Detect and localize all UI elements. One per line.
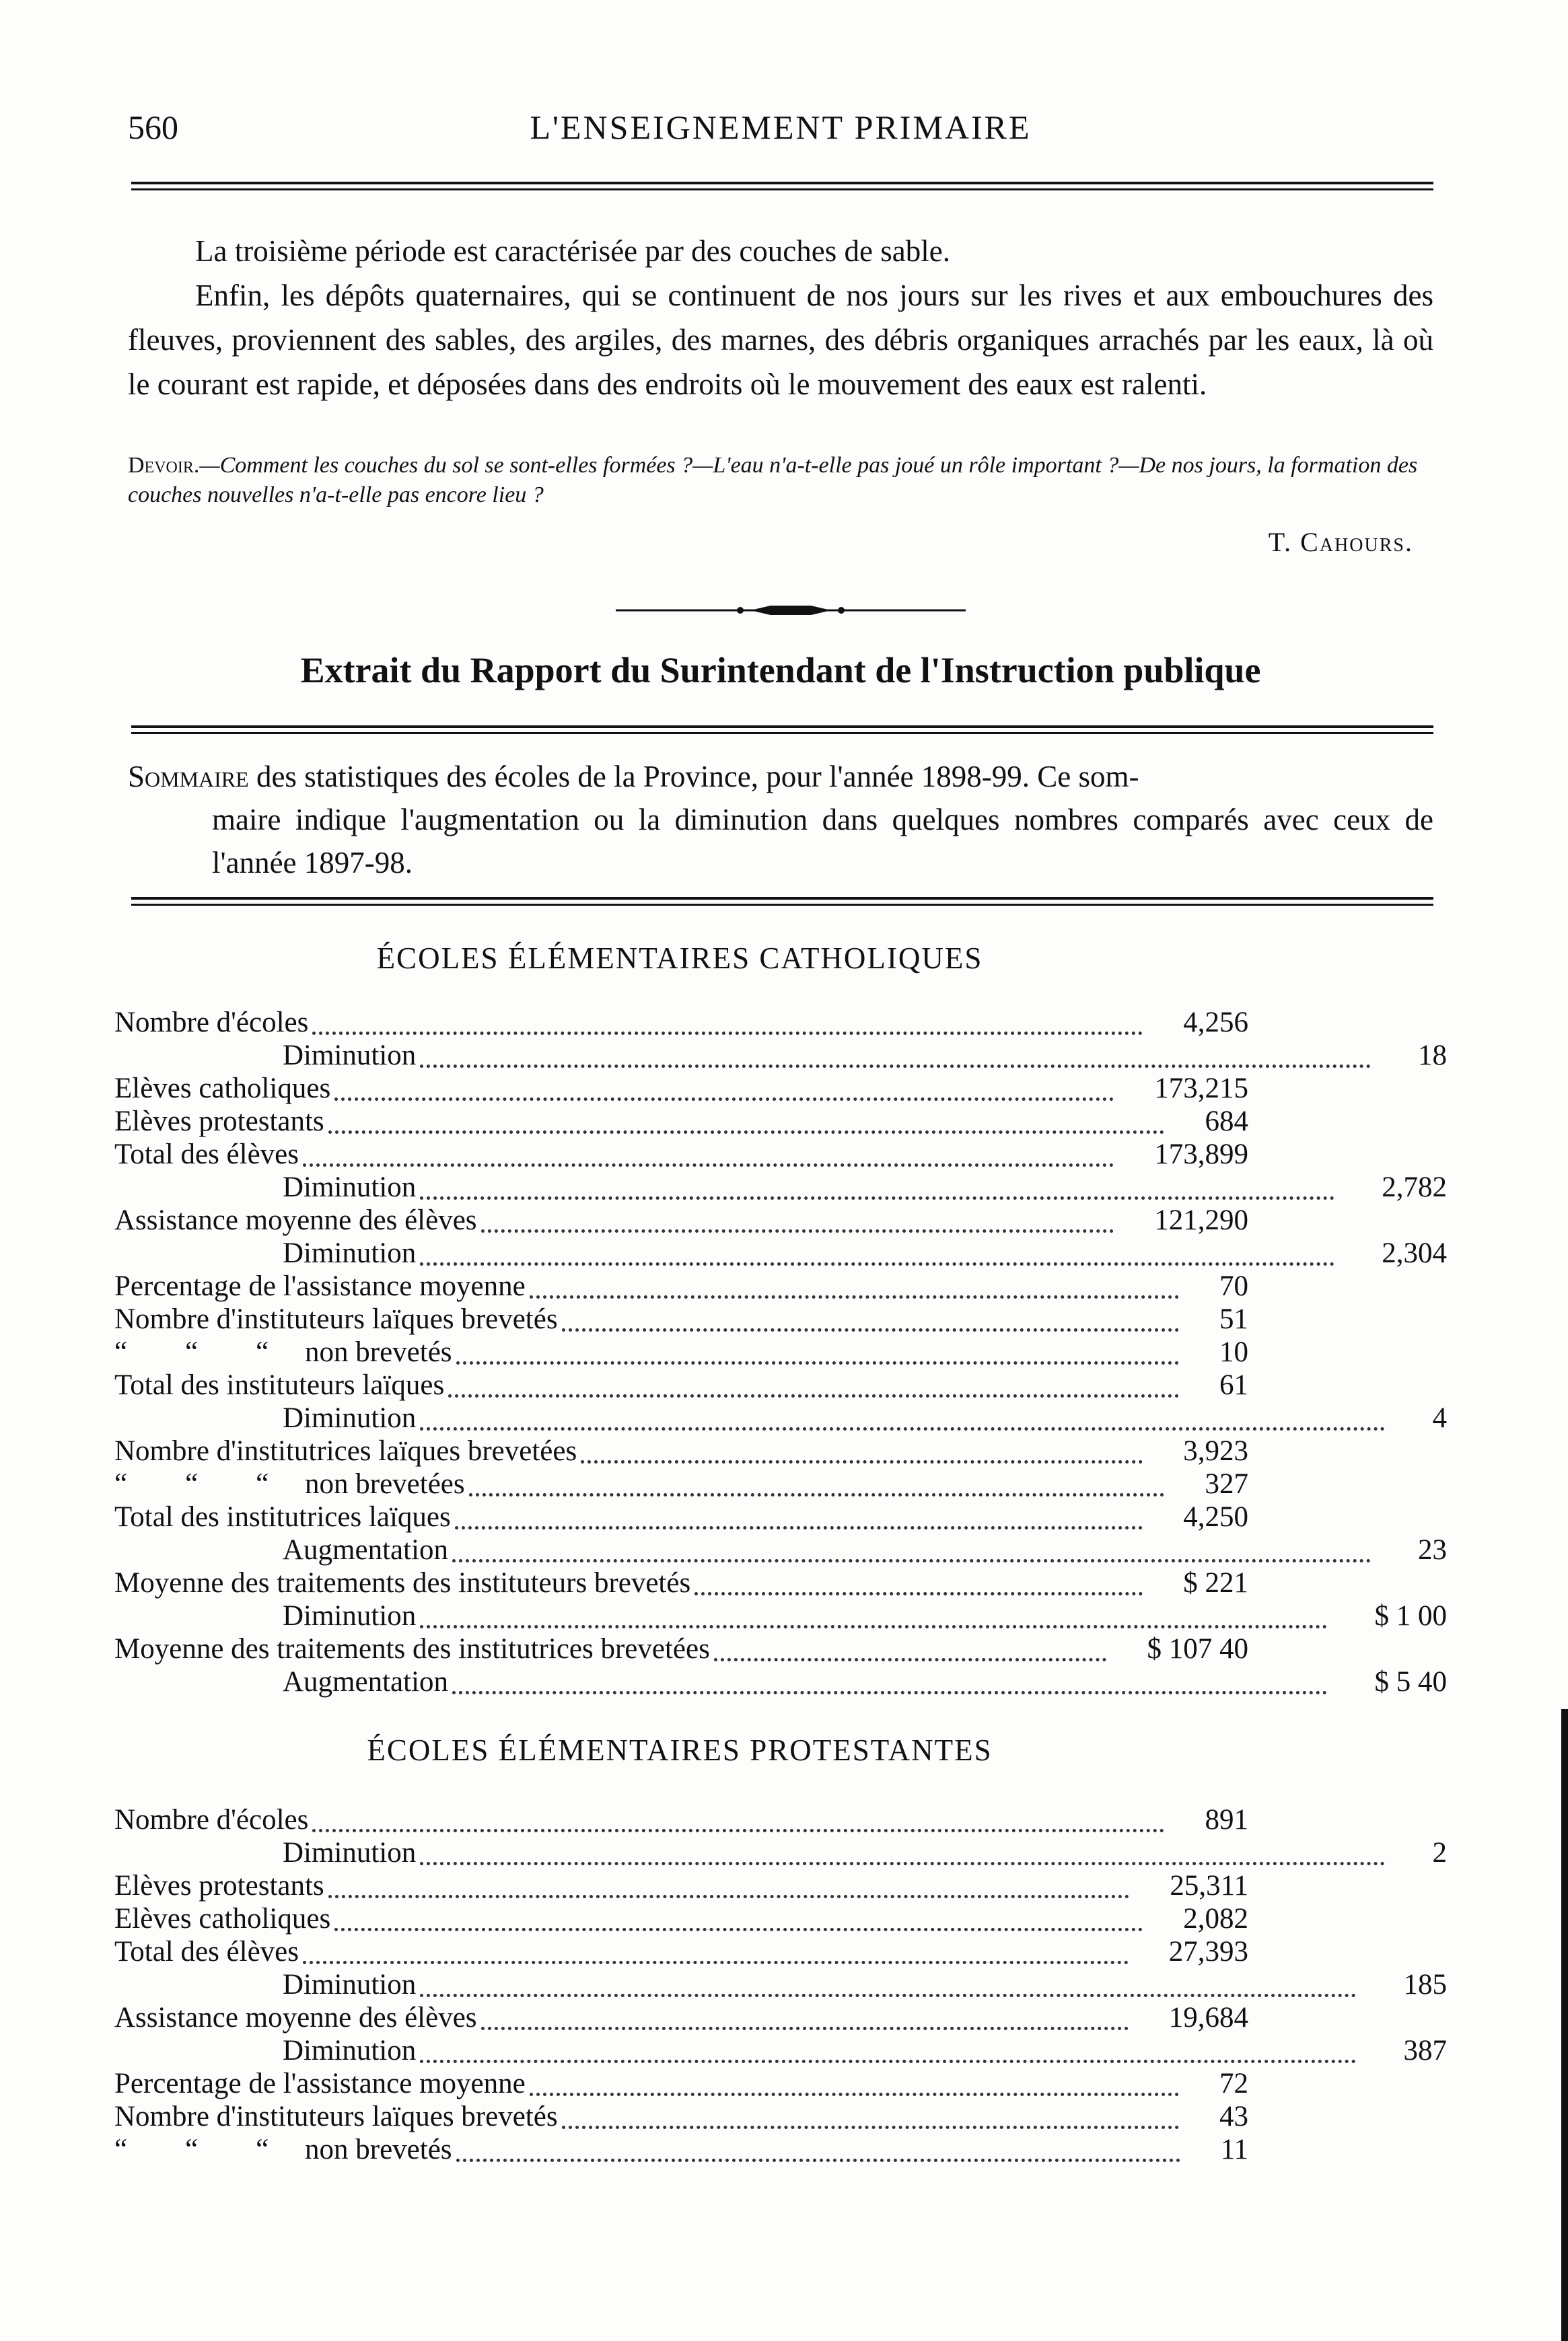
row-value: 10	[1219, 1336, 1248, 1368]
row-label: Diminution	[283, 1600, 417, 1632]
row-value: 27,393	[1168, 1936, 1248, 1968]
row-label: Elèves catholiques	[114, 1073, 331, 1104]
row-label: Diminution	[283, 1402, 417, 1434]
row-label: Diminution	[283, 1969, 417, 2001]
table-row	[114, 1534, 1447, 1566]
page-header	[128, 108, 1433, 155]
leader-dots	[452, 1686, 1327, 1694]
table-row	[114, 1468, 1447, 1501]
leader-dots	[714, 1653, 1106, 1661]
leader-dots	[420, 2054, 1356, 2063]
table-row	[114, 1006, 1447, 1039]
ornament-divider	[616, 604, 966, 617]
leader-dots	[303, 1158, 1114, 1167]
leader-dots	[334, 1922, 1143, 1931]
row-value: 327	[1205, 1468, 1248, 1500]
table-row	[114, 1336, 1447, 1369]
row-value: 4,250	[1183, 1501, 1248, 1533]
summary-rest: maire indique l'augmentation ou la diminution dans quelques nombres comparés avec ceux de l'année 1897-98.	[212, 803, 1433, 879]
leader-dots	[530, 1290, 1179, 1299]
table-row	[114, 1237, 1447, 1270]
row-value: 19,684	[1168, 2002, 1248, 2033]
table-row	[114, 1566, 1447, 1599]
table-row	[114, 1072, 1447, 1105]
row-value: 121,290	[1154, 1204, 1248, 1236]
row-value: 43	[1219, 2101, 1248, 2132]
leader-dots	[312, 1824, 1164, 1832]
leader-dots	[303, 1955, 1129, 1964]
row-change: 23	[1418, 1534, 1447, 1566]
table-row	[114, 1599, 1447, 1632]
row-change: $ 5 40	[1374, 1666, 1447, 1698]
table-row	[114, 1303, 1447, 1336]
row-label: Elèves catholiques	[114, 1903, 331, 1935]
section-heading-protestant: ÉCOLES ÉLÉMENTAIRES PROTESTANTES	[367, 1733, 993, 1767]
row-value: 4,256	[1183, 1007, 1248, 1038]
leader-dots	[312, 1026, 1143, 1035]
table-row	[114, 1171, 1447, 1204]
stats-table-protestant	[114, 1803, 1447, 2166]
leader-dots	[334, 1092, 1114, 1101]
leader-dots	[530, 2087, 1179, 2096]
running-title: L'ENSEIGNEMENT PRIMAIRE	[530, 108, 1032, 146]
leader-dots	[420, 1857, 1385, 1865]
leader-dots	[420, 1059, 1371, 1068]
row-label: Total des élèves	[114, 1936, 299, 1968]
row-label: Total des élèves	[114, 1139, 299, 1170]
section-heading-catholic: ÉCOLES ÉLÉMENTAIRES CATHOLIQUES	[376, 941, 983, 975]
header-rule	[131, 182, 1433, 190]
leader-dots	[456, 2153, 1180, 2162]
row-label: Nombre d'instituteurs laïques brevetés	[114, 2101, 558, 2132]
table-row	[114, 1501, 1447, 1534]
leader-dots	[328, 1889, 1129, 1898]
table-row	[114, 2001, 1447, 2034]
table-row	[114, 1803, 1447, 1836]
leader-dots	[420, 1257, 1334, 1266]
leader-dots	[456, 1356, 1179, 1365]
leader-dots	[420, 1988, 1356, 1997]
summary-label: Sommaire	[128, 760, 249, 793]
row-value: 3,923	[1183, 1435, 1248, 1467]
row-label: Diminution	[283, 2035, 417, 2066]
row-label: Diminution	[283, 1172, 417, 1203]
leader-dots	[420, 1191, 1334, 1200]
table-row	[114, 1039, 1447, 1072]
table-row	[114, 1435, 1447, 1468]
row-value: 61	[1219, 1369, 1248, 1401]
row-label: Total des institutrices laïques	[114, 1501, 451, 1533]
row-value: 684	[1205, 1106, 1248, 1137]
row-value: 2,082	[1183, 1903, 1248, 1935]
leader-dots	[562, 1323, 1179, 1332]
title-rule	[131, 725, 1433, 734]
row-change: 18	[1418, 1040, 1447, 1071]
intro-text	[128, 229, 1433, 406]
leader-dots	[481, 2021, 1129, 2030]
table-row	[114, 1632, 1447, 1665]
row-value: 173,215	[1154, 1073, 1248, 1104]
row-value: 70	[1219, 1270, 1248, 1302]
table-row	[114, 1902, 1447, 1935]
row-change: 387	[1403, 2035, 1447, 2066]
row-change: 2,304	[1382, 1237, 1447, 1269]
row-label: “ “ “ non brevetées	[114, 1468, 465, 1500]
row-label: Elèves protestants	[114, 1106, 324, 1137]
table-row	[114, 2067, 1447, 2100]
scan-edge	[1561, 1709, 1568, 2341]
row-label: Nombre d'institutrices laïques brevetées	[114, 1435, 577, 1467]
table-row	[114, 1836, 1447, 1869]
leader-dots	[694, 1587, 1143, 1595]
table-row	[114, 1369, 1447, 1402]
leader-dots	[562, 2120, 1179, 2129]
stats-table-catholic	[114, 1006, 1447, 1698]
row-label: Assistance moyenne des élèves	[114, 1204, 477, 1236]
table-row	[114, 2133, 1447, 2166]
row-label: Percentage de l'assistance moyenne	[114, 1270, 526, 1302]
row-label: Nombre d'instituteurs laïques brevetés	[114, 1303, 558, 1335]
row-label: Total des instituteurs laïques	[114, 1369, 445, 1401]
table-row	[114, 1665, 1447, 1698]
row-label: Augmentation	[283, 1666, 449, 1698]
row-label: Augmentation	[283, 1534, 449, 1566]
author-signature: T. Cahours.	[1268, 527, 1413, 557]
row-label: Assistance moyenne des élèves	[114, 2002, 477, 2033]
row-label: Nombre d'écoles	[114, 1804, 309, 1836]
intro-paragraph-2: Enfin, les dépôts quaternaires, qui se continuent de nos jours sur les rives et aux embouchures des fleuves, proviennent des sables, des argiles, des marnes, des débris organiques arrachés par les eaux, là où le courant est rapide, et déposées dans des endroits où le mouvement des eaux est ralenti.	[128, 279, 1433, 401]
leader-dots	[481, 1224, 1114, 1233]
table-row	[114, 2034, 1447, 2067]
row-label: Moyenne des traitements des institutrices brevetées	[114, 1633, 710, 1665]
leader-dots	[455, 1521, 1143, 1529]
summary-rule	[131, 897, 1433, 906]
table-row	[114, 1968, 1447, 2001]
row-label: Percentage de l'assistance moyenne	[114, 2068, 526, 2099]
leader-dots	[420, 1422, 1385, 1431]
row-label: Moyenne des traitements des instituteurs brevetés	[114, 1567, 691, 1599]
devoir-block	[128, 451, 1433, 510]
table-row	[114, 2100, 1447, 2133]
table-row	[114, 1402, 1447, 1435]
row-value: $ 107 40	[1147, 1633, 1248, 1665]
leader-dots	[420, 1620, 1327, 1628]
row-change: 4	[1432, 1402, 1447, 1434]
table-row	[114, 1105, 1447, 1138]
row-value: 72	[1219, 2068, 1248, 2099]
table-row	[114, 1935, 1447, 1968]
leader-dots	[452, 1554, 1371, 1562]
row-label: Diminution	[283, 1237, 417, 1269]
row-value: 25,311	[1170, 1870, 1248, 1902]
table-row	[114, 1204, 1447, 1237]
row-change: $ 1 00	[1374, 1600, 1447, 1632]
table-row	[114, 1869, 1447, 1902]
article-title: Extrait du Rapport du Surintendant de l'Instruction publique	[300, 650, 1261, 690]
row-label: Diminution	[283, 1040, 417, 1071]
leader-dots	[448, 1389, 1179, 1398]
table-row	[114, 1138, 1447, 1171]
summary-block	[128, 755, 1433, 884]
table-row	[114, 1270, 1447, 1303]
row-value: 11	[1220, 2134, 1248, 2165]
row-label: Nombre d'écoles	[114, 1007, 309, 1038]
row-value: 51	[1219, 1303, 1248, 1335]
row-label: Diminution	[283, 1837, 417, 1869]
summary-line-1: des statistiques des écoles de la Province, pour l'année 1898-99. Ce som-	[248, 760, 1139, 793]
row-value: $ 221	[1183, 1567, 1248, 1599]
row-value: 173,899	[1154, 1139, 1248, 1170]
leader-dots	[469, 1488, 1164, 1497]
leader-dots	[328, 1125, 1164, 1134]
row-label: Elèves protestants	[114, 1870, 324, 1902]
devoir-text: —Comment les couches du sol se sont-elles formées ?—L'eau n'a-t-elle pas joué un rôle important ?—De nos jours, la formation des couches nouvelles n'a-t-elle pas encore lieu ?	[128, 453, 1418, 507]
intro-paragraph-1: La troisième période est caractérisée par des couches de sable.	[195, 234, 950, 268]
row-change: 185	[1403, 1969, 1447, 2001]
row-label: “ “ “ non brevetés	[114, 2134, 452, 2165]
row-change: 2	[1432, 1837, 1447, 1869]
devoir-label: Devoir.	[128, 453, 200, 478]
row-change: 2,782	[1382, 1172, 1447, 1203]
row-value: 891	[1205, 1804, 1248, 1836]
leader-dots	[581, 1455, 1143, 1464]
page-number: 560	[128, 108, 178, 146]
row-label: “ “ “ non brevetés	[114, 1336, 452, 1368]
